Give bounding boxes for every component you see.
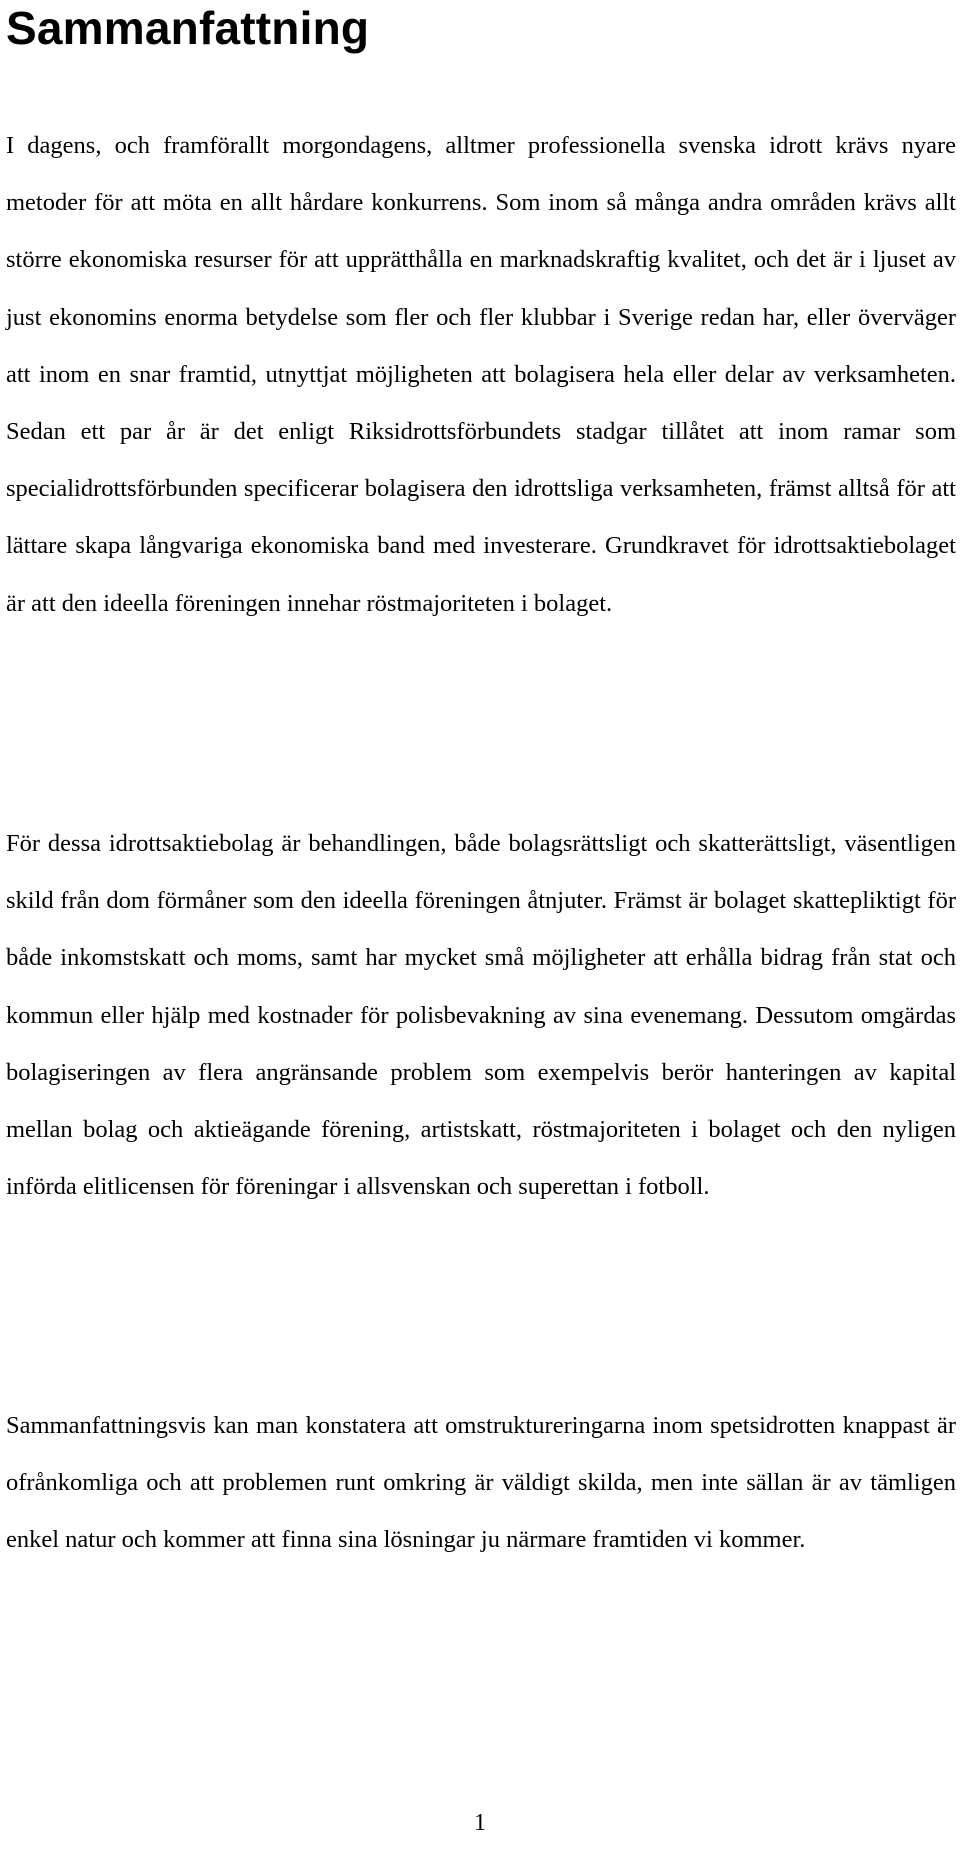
page-number: 1 — [474, 1810, 486, 1836]
paragraph-tax: För dessa idrottsaktiebolag är behandlingen, både bolagsrättsligt och skatterättsligt, väsentligen skild från dom förmåner som den ideella föreningen åtnjuter. Främst är bolaget skattepliktigt för både inkomstskatt och moms, samt har mycket små möjligheter att erhålla bidrag från stat och kommun eller hjälp med kostnader för polisbevakning av sina evenemang. Dessutom omgärdas bolagiseringen av flera angränsande problem som exempelvis berör hanteringen av kapital mellan bolag och aktieägande förening, artistskatt, röstmajoriteten i bolaget och den nyligen införda elitlicensen för föreningar i allsvenskan och superettan i fotboll. — [6, 830, 956, 1201]
page-title: Sammanfattning — [6, 2, 370, 54]
paragraph-intro: I dagens, och framförallt morgondagens, alltmer professionella svenska idrott krävs nyare metoder för att möta en allt hårdare konkurrens. Som inom så många andra områden krävs allt större ekonomiska resurser för att upprätthålla en marknadskraftig kvalitet, och det är i ljuset av just ekonomins enorma betydelse som fler och fler klubbar i Sverige redan har, eller överväger att inom en snar framtid, utnyttjat möjligheten att bolagisera hela eller delar av verksamheten. Sedan ett par år är det enligt Riksidrottsförbundets stadgar tillåtet att inom ramar som specialidrottsförbunden specificerar bolagisera den idrottsliga verksamheten, främst alltså för att lättare skapa långvariga ekonomiska band med investerare. Grundkravet för idrottsaktiebolaget är att den ideella föreningen innehar röstmajoriteten i bolaget. — [6, 132, 956, 617]
paragraph-conclusion: Sammanfattningsvis kan man konstatera att omstruktureringarna inom spetsidrotten knappast är ofrånkomliga och att problemen runt omkring är väldigt skilda, men inte sällan är av tämligen enkel natur och kommer att finna sina lösningar ju närmare framtiden vi kommer. — [6, 1412, 956, 1554]
